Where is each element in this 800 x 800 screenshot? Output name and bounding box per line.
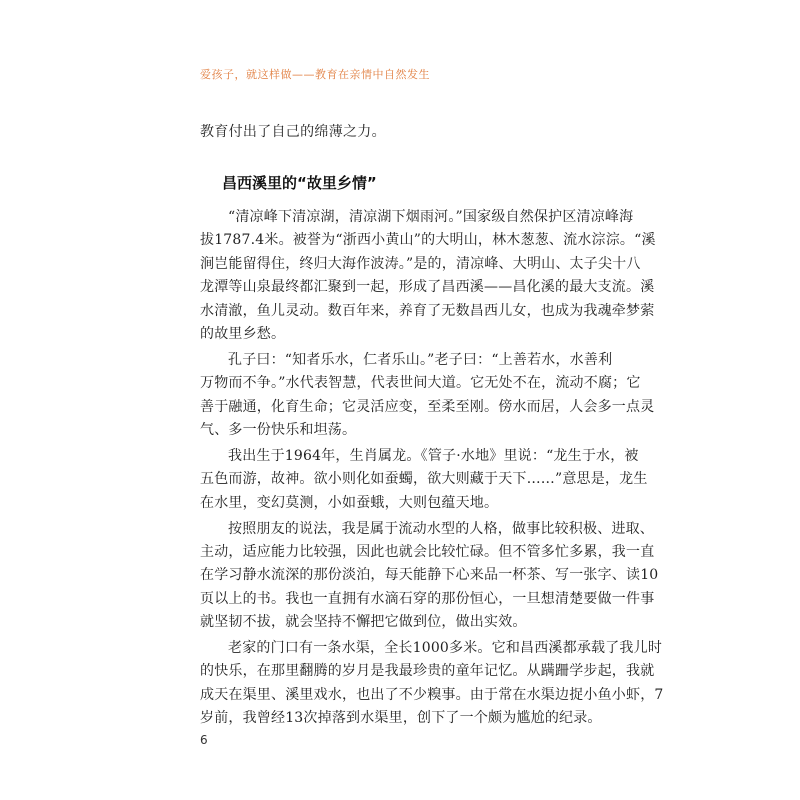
text-line: 按照朋友的说法，我是属于流动水型的人格，做事比较积极、进取、 bbox=[228, 520, 654, 537]
text-line: 善于融通，化育生命；它灵活应变，至柔至刚。傍水而居，人会多一点灵 bbox=[200, 398, 655, 415]
text-line: 在水里，变幻莫测，小如蚕蛾，大则包蕴天地。 bbox=[200, 494, 499, 511]
text-line: 主动，适应能力比较强，因此也就会比较忙碌。但不管多忙多累，我一直 bbox=[200, 543, 655, 560]
text-line: 五色而游，故神。欲小则化如蚕蠋，欲大则藏于天下……”意思是，龙生 bbox=[200, 471, 648, 488]
text-line: 岁前，我曾经13次掉落到水渠里，创下了一个颇为尴尬的纪录。 bbox=[200, 710, 602, 727]
text-line: 万物而不争。”水代表智慧，代表世间大道。它无处不在，流动不腐；它 bbox=[200, 375, 641, 392]
paragraph bbox=[200, 206, 656, 346]
text-line: 我出生于1964年，生肖属龙。《管子·水地》里说：“龙生于水，被 bbox=[228, 447, 639, 464]
section-title: 昌西溪里的“故里乡情” bbox=[222, 174, 377, 192]
running-header: 爱孩子，就这样做——教育在亲情中自然发生 bbox=[200, 68, 430, 81]
body-text bbox=[200, 206, 664, 731]
paragraph bbox=[200, 637, 664, 731]
text-line: 的快乐，在那里翻腾的岁月是我最珍贵的童年记忆。从蹒跚学步起，我就 bbox=[200, 663, 655, 680]
text-line: 就坚韧不拔，就会坚持不懈把它做到位，做出实效。 bbox=[200, 614, 527, 631]
text-line: 的故里乡愁。 bbox=[200, 325, 286, 342]
text-line: 拔1787.4米。被誉为“浙西小黄山”的大明山，林木葱葱、流水淙淙。“溪 bbox=[200, 232, 656, 249]
paragraph bbox=[200, 445, 648, 515]
text-line: 龙潭等山泉最终都汇聚到一起，形成了昌西溪——昌化溪的最大支流。溪 bbox=[200, 279, 655, 296]
continuation-text: 教育付出了自己的绵薄之力。 bbox=[200, 124, 386, 140]
text-line: 老家的门口有一条水渠，全长1000多米。它和昌西溪都承载了我儿时 bbox=[228, 640, 663, 657]
text-line: 在学习静水流深的那份淡泊，每天能静下心来品一杯茶、写一张字、读10 bbox=[200, 567, 659, 584]
text-line: 成天在渠里、溪里戏水，也出了不少糗事。由于常在水渠边捉小鱼小虾，7 bbox=[200, 686, 664, 703]
page-number: 6 bbox=[200, 733, 208, 747]
paragraph bbox=[200, 349, 655, 443]
text-line: 涧岂能留得住，终归大海作波涛。”是的，清凉峰、大明山、太子尖十八 bbox=[200, 255, 641, 272]
text-line: 页以上的书。我也一直拥有水滴石穿的那份恒心，一旦想清楚要做一件事 bbox=[200, 590, 655, 607]
text-line: 孔子曰：“知者乐水，仁者乐山。”老子曰：“上善若水，水善利 bbox=[228, 351, 613, 368]
text-line: 水清澈，鱼儿灵动。数百年来，养育了无数昌西儿女，也成为我魂牵梦萦 bbox=[200, 302, 655, 319]
text-line: “清凉峰下清凉湖，清凉湖下烟雨河。”国家级自然保护区清凉峰海 bbox=[228, 209, 634, 225]
paragraph bbox=[200, 518, 659, 635]
text-line: 气、多一份快乐和坦荡。 bbox=[200, 422, 357, 439]
